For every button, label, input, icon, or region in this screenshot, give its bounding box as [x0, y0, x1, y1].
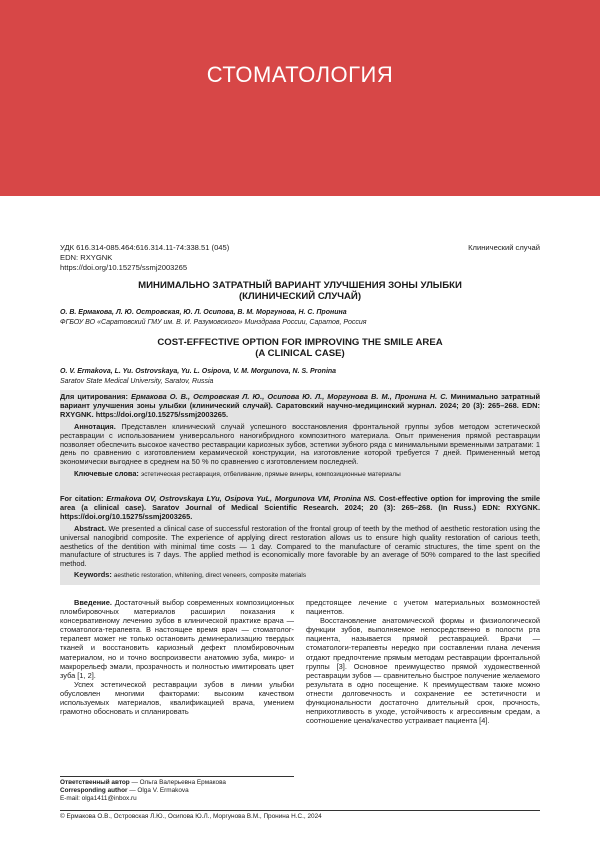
edn-code: EDN: RXYGNK [60, 253, 113, 262]
article-type: Клинический случай [468, 243, 540, 252]
copyright-divider [60, 810, 540, 811]
title-en [60, 337, 540, 360]
body-left-column [60, 598, 294, 716]
affiliation-en: Saratov State Medical University, Saratov, Russia [60, 378, 214, 385]
keywords-en: Keywords: aesthetic restoration, whitening, direct veneers, composite materials [74, 570, 307, 580]
keywords-ru: Ключевые слова: эстетическая реставрация, отбеливание, прямые виниры, композиционные материалы [74, 469, 401, 479]
citation-en: For citation: Ermakova OV, Ostrovskaya LYu, Osipova YuL, Morgunova VM, Pronina NS. Cost-effective option for improving the smile area (a clinical case). Saratov Journal of Medical Scientific Research. 2024; 20 (3): 265–268. (In Russ.) EDN: RXYGNK. https://doi.org/10.15275/ssmj2003265. [60, 494, 540, 521]
authors-en: O. V. Ermakova, L. Yu. Ostrovskaya, Yu. L. Osipova, V. M. Morgunova, N. S. Pronina [60, 368, 337, 375]
responsible-author-ru: Ответственный автор — Ольга Валерьевна Ермакова [60, 779, 226, 786]
abstract-block-en [60, 495, 540, 585]
abstract-ru: Аннотация. Представлен клинический случай успешного восстановления фронтальной группы зубов методом эстетической реставрации с использованием универсального наногибридного композитного материала. Опыт применения прямой реставрации позволяет обеспечить высокое качество реставрации кариозных зубов, эстетики зубного ряда с минимальными временными затратами: 1 день по сравнению с изготовлением керамической конструкции, на изготовление которой требуется 7 дней. Примененный метод экономически выгоднее в среднем на 50 % по сравнению с изготовлением последней. [60, 421, 540, 467]
email[interactable]: E-mail: olga1411@inbox.ru [60, 795, 137, 802]
section-title: СТОМАТОЛОГИЯ [206, 62, 394, 87]
body-right-paragraph-2: Восстановление анатомической формы и физиологической функции зубов, выполняемое непосредственно в полости рта пациента, называется прямой реставрацией. Врачи — стоматологи-терапевты нередко при составлении плана лечения отдают предпочтение прямым методам реставрации фронтальной группы [3]. Основное преимущество прямой художественной реставрации зубов — сравнительно быстрое получение желаемого результата в одно посещение. К преимуществам также можно отнести долговечность и сохранение ее эстетичности и функциональности достаточно длительный срок, прочность, неприхотливость в уходе, устойчивость к агрессивным средам, а соотношение цена/качество устраивает пациента [4]. [306, 616, 540, 726]
abstract-en: Abstract. We presented a clinical case of successful restoration of the frontal group of teeth by the method of aesthetic restoration using the universal nanogibrid composite. The experience of applying direct restoration allows us to ensure high quality restoration of carious teeth, aesthetics of the dentition with minimal time costs — 1 day. Compared to the manufacture of ceramic structures, the time spent on the manufacture of structures is 7 days. The applied method is economically more favorable by an average of 50% compared to the last specified method. [60, 523, 540, 569]
abstract-block-ru [60, 390, 540, 510]
footnote-divider [60, 776, 294, 777]
title-en-line2: (A CLINICAL CASE) [255, 348, 345, 360]
body-right-paragraph-1: предстоящее лечение с учетом материальных возможностей пациентов. [306, 598, 540, 617]
authors-ru: О. В. Ермакова, Л. Ю. Островская, Ю. Л. Осипова, В. М. Моргунова, Н. С. Пронина [60, 309, 347, 316]
title-ru-line1: МИНИМАЛЬНО ЗАТРАТНЫЙ ВАРИАНТ УЛУЧШЕНИЯ ЗОНЫ УЛЫБКИ [138, 280, 462, 291]
intro-paragraph: Введение. Достаточный выбор современных композиционных пломбировочных материалов расширил показания к консервативному лечению зубов в клинической практике врача — стоматолога-терапевта. В настоящее время врач — стоматолог-терапевт может не только остановить деминерализацию твердых тканей и восстановить кариозный дефект пломбировочным материалом, но и точно воспроизвести анатомию зуба, микро- и макрорельеф эмали, прозрачность и полностью имитировать цвет зуба [1, 2]. [60, 598, 294, 680]
affiliation-ru: ФГБОУ ВО «Саратовский ГМУ им. В. И. Разумовского» Минздрава России, Саратов, Россия [60, 319, 367, 326]
corresponding-author-en: Corresponding author — Olga V. Ermakova [60, 787, 189, 794]
section-banner [0, 0, 600, 196]
doi-link[interactable]: https://doi.org/10.15275/ssmj2003265 [60, 263, 188, 272]
title-en-line1: COST-EFFECTIVE OPTION FOR IMPROVING THE SMILE AREA [157, 337, 443, 348]
title-ru-line2: (КЛИНИЧЕСКИЙ СЛУЧАЙ) [238, 291, 362, 303]
copyright: © Ермакова О.В., Островская Л.Ю., Осипова Ю.Л., Моргунова В.М., Пронина Н.С., 2024 [60, 813, 322, 820]
title-ru [60, 280, 540, 303]
udk-code: УДК 616.314-085.464:616.314.11-74:338.51 (045) [60, 243, 230, 252]
citation-ru: Для цитирования: Ермакова О. В., Островская Л. Ю., Осипова Ю. Л., Моргунова В. М., Пронина Н. С. Минимально затратный вариант улучшения зоны улыбки (клинический случай). Саратовский научно-медицинский журнал. 2024; 20 (3): 265–268. EDN: RXYGNK. https://doi.org/10.15275/ssmj2003265. [60, 392, 540, 419]
body-right-column [306, 598, 540, 725]
body-left-paragraph-2: Успех эстетической реставрации зубов в линии улыбки обусловлен многими факторами: высоким качеством используемых материалов, квалификацией врача, умением грамотно обосновать и спланировать [60, 679, 294, 717]
